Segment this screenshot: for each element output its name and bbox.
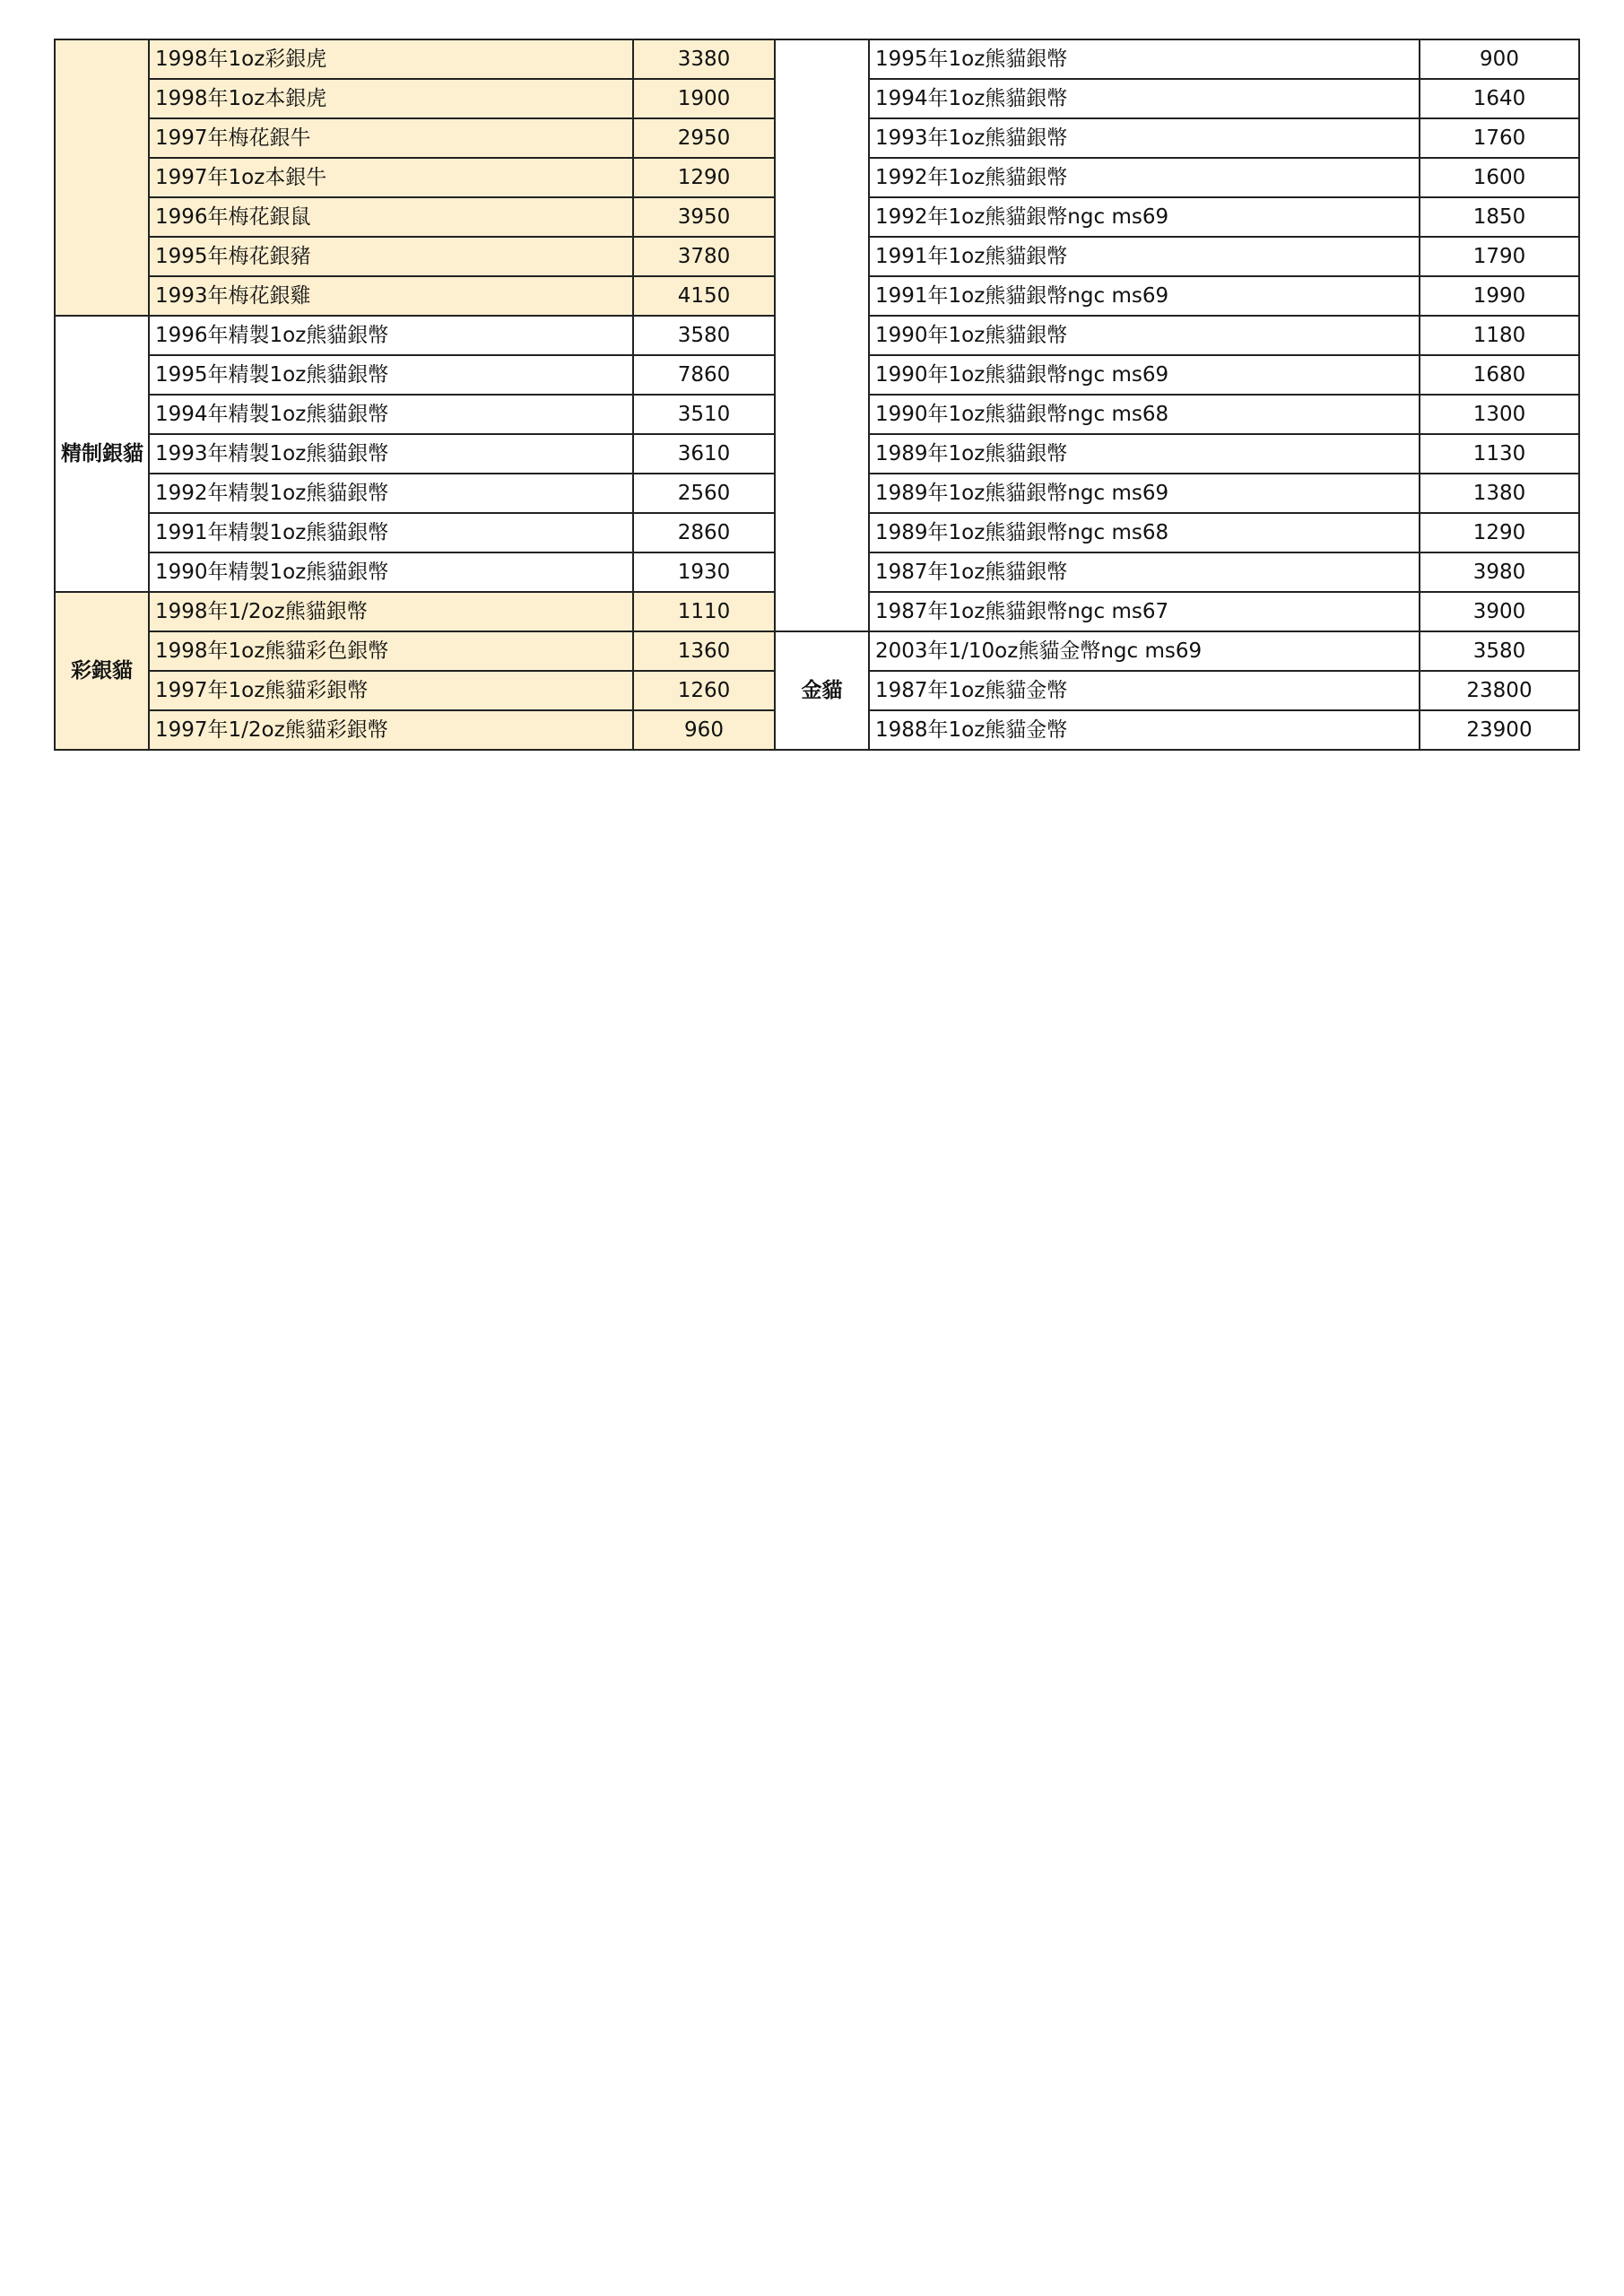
right-item-name: 1988年1oz熊貓金幣: [869, 710, 1420, 750]
right-item-price: 1290: [1420, 513, 1579, 552]
left-item-name: 1995年精製1oz熊貓銀幣: [149, 355, 633, 395]
right-item-name: 1995年1oz熊貓銀幣: [869, 39, 1420, 79]
right-item-price: 900: [1420, 39, 1579, 79]
right-item-name: 1987年1oz熊貓銀幣ngc ms67: [869, 592, 1420, 631]
right-item-price: 3980: [1420, 552, 1579, 592]
right-item-price: 3900: [1420, 592, 1579, 631]
left-item-name: 1993年梅花銀雞: [149, 276, 633, 316]
left-item-price: 3610: [633, 434, 775, 474]
left-item-price: 4150: [633, 276, 775, 316]
table-row: [55, 39, 1579, 79]
left-item-name: 1995年梅花銀豬: [149, 237, 633, 276]
left-item-price: 3380: [633, 39, 775, 79]
left-item-price: 2950: [633, 118, 775, 158]
left-item-name: 1996年梅花銀鼠: [149, 197, 633, 237]
left-item-price: 1930: [633, 552, 775, 592]
right-item-price: 1300: [1420, 395, 1579, 434]
right-item-price: 1380: [1420, 474, 1579, 513]
right-item-price: 1850: [1420, 197, 1579, 237]
right-item-name: 1992年1oz熊貓銀幣ngc ms69: [869, 197, 1420, 237]
price-table-body: [55, 39, 1579, 750]
right-item-price: 1130: [1420, 434, 1579, 474]
right-item-name: 1993年1oz熊貓銀幣: [869, 118, 1420, 158]
right-item-price: 3580: [1420, 631, 1579, 671]
right-item-name: 1990年1oz熊貓銀幣ngc ms68: [869, 395, 1420, 434]
right-item-price: 1760: [1420, 118, 1579, 158]
left-item-name: 1990年精製1oz熊貓銀幣: [149, 552, 633, 592]
left-item-name: 1992年精製1oz熊貓銀幣: [149, 474, 633, 513]
right-item-price: 1640: [1420, 79, 1579, 118]
left-category-cell: 彩銀貓: [55, 592, 149, 750]
left-item-name: 1997年1oz熊貓彩銀幣: [149, 671, 633, 710]
right-item-name: 1992年1oz熊貓銀幣: [869, 158, 1420, 197]
left-item-name: 1997年1/2oz熊貓彩銀幣: [149, 710, 633, 750]
left-category-cell: [55, 39, 149, 316]
left-category-cell: 精制銀貓: [55, 316, 149, 592]
left-item-price: 960: [633, 710, 775, 750]
right-item-name: 1994年1oz熊貓銀幣: [869, 79, 1420, 118]
right-item-price: 1990: [1420, 276, 1579, 316]
right-item-price: 23900: [1420, 710, 1579, 750]
right-item-price: 1180: [1420, 316, 1579, 355]
left-item-price: 2560: [633, 474, 775, 513]
left-item-price: 2860: [633, 513, 775, 552]
right-item-price: 1680: [1420, 355, 1579, 395]
right-item-price: 1600: [1420, 158, 1579, 197]
right-category-cell: 金貓: [775, 631, 869, 750]
right-item-name: 1991年1oz熊貓銀幣: [869, 237, 1420, 276]
left-item-name: 1998年1/2oz熊貓銀幣: [149, 592, 633, 631]
left-item-price: 1110: [633, 592, 775, 631]
right-item-name: 1989年1oz熊貓銀幣ngc ms68: [869, 513, 1420, 552]
left-item-price: 3580: [633, 316, 775, 355]
table-row: [55, 631, 1579, 671]
left-item-price: 7860: [633, 355, 775, 395]
right-item-name: 2003年1/10oz熊貓金幣ngc ms69: [869, 631, 1420, 671]
left-item-name: 1998年1oz本銀虎: [149, 79, 633, 118]
left-item-price: 3950: [633, 197, 775, 237]
left-item-name: 1998年1oz熊貓彩色銀幣: [149, 631, 633, 671]
left-item-price: 3780: [633, 237, 775, 276]
right-item-price: 1790: [1420, 237, 1579, 276]
left-item-price: 1260: [633, 671, 775, 710]
price-table: [54, 39, 1580, 751]
right-item-name: 1987年1oz熊貓金幣: [869, 671, 1420, 710]
right-item-name: 1989年1oz熊貓銀幣: [869, 434, 1420, 474]
left-item-name: 1997年梅花銀牛: [149, 118, 633, 158]
left-item-name: 1997年1oz本銀牛: [149, 158, 633, 197]
right-item-price: 23800: [1420, 671, 1579, 710]
right-category-cell: [775, 39, 869, 631]
right-item-name: 1991年1oz熊貓銀幣ngc ms69: [869, 276, 1420, 316]
left-item-price: 3510: [633, 395, 775, 434]
left-item-name: 1996年精製1oz熊貓銀幣: [149, 316, 633, 355]
right-item-name: 1987年1oz熊貓銀幣: [869, 552, 1420, 592]
right-item-name: 1990年1oz熊貓銀幣: [869, 316, 1420, 355]
left-item-price: 1360: [633, 631, 775, 671]
left-item-price: 1290: [633, 158, 775, 197]
left-item-price: 1900: [633, 79, 775, 118]
left-item-name: 1994年精製1oz熊貓銀幣: [149, 395, 633, 434]
left-item-name: 1998年1oz彩銀虎: [149, 39, 633, 79]
left-item-name: 1991年精製1oz熊貓銀幣: [149, 513, 633, 552]
left-item-name: 1993年精製1oz熊貓銀幣: [149, 434, 633, 474]
right-item-name: 1990年1oz熊貓銀幣ngc ms69: [869, 355, 1420, 395]
right-item-name: 1989年1oz熊貓銀幣ngc ms69: [869, 474, 1420, 513]
